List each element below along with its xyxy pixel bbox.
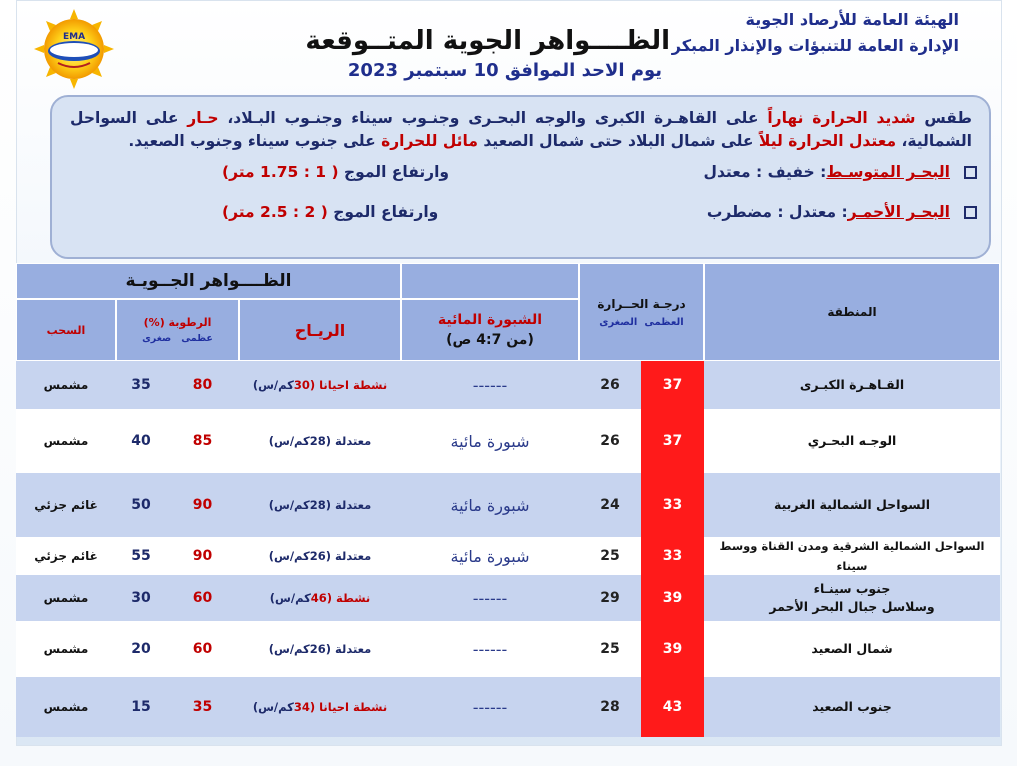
wind-unit: كم/س) bbox=[268, 498, 310, 512]
wind-unit: كم/س) bbox=[268, 549, 310, 563]
wind-speed: 28 bbox=[309, 434, 326, 448]
cell-region: الوجـه البحـري bbox=[704, 409, 1000, 473]
summary-part: على جنوب سيناء وجنوب الصعيد. bbox=[128, 132, 382, 150]
cell-temp-min: 25 bbox=[579, 537, 641, 575]
wind-speed: 46 bbox=[310, 591, 327, 605]
cell-humidity-min: 50 bbox=[116, 473, 166, 537]
wave-height-mediterranean bbox=[222, 163, 449, 181]
cell-wind bbox=[239, 409, 401, 473]
header-fog-time: (من 4:7 ص) bbox=[446, 332, 534, 348]
cell-fog: شبورة مائية bbox=[401, 537, 579, 575]
department-name: الإدارة العامة للتنبؤات والإنذار المبكر bbox=[671, 36, 959, 55]
cell-temp-max: 43 bbox=[641, 677, 704, 737]
summary-part: على شمال البلاد حتى شمال الصعيد bbox=[477, 132, 759, 150]
wave-label: وارتفاع الموج bbox=[343, 163, 450, 181]
cell-region: السواحل الشمالية الغربية bbox=[704, 473, 1000, 537]
header-hum-max: عظمى bbox=[181, 333, 213, 344]
cell-clouds: مشمس bbox=[16, 677, 116, 737]
ema-logo bbox=[30, 8, 118, 90]
region-line: جنوب سينـاء bbox=[813, 581, 891, 596]
summary-highlight: حـار bbox=[187, 109, 219, 127]
cell-clouds: غائم جزئي bbox=[16, 537, 116, 575]
cell-temp-max: 39 bbox=[641, 621, 704, 677]
summary-highlight: شديد الحرارة نهاراً bbox=[767, 109, 916, 127]
wind-desc: معتدلة ( bbox=[325, 498, 372, 512]
cell-fog: ------ bbox=[401, 677, 579, 737]
wind-speed: 30 bbox=[293, 378, 310, 392]
cell-temp-min: 24 bbox=[579, 473, 641, 537]
summary-highlight: مائل للحرارة bbox=[381, 132, 478, 150]
header-temp-max: العظمى bbox=[644, 316, 684, 328]
checkbox-icon bbox=[964, 166, 977, 179]
summary-highlight: معتدل الحرارة ليلاً bbox=[758, 132, 897, 150]
cell-humidity-min: 35 bbox=[116, 361, 166, 409]
header-temperature bbox=[579, 263, 704, 361]
header-hum-min: صغرى bbox=[142, 333, 172, 344]
wind-desc: نشطة احيانا ( bbox=[309, 378, 388, 392]
sea-state-red-sea bbox=[707, 203, 977, 221]
header-region: المنطقة bbox=[704, 263, 1000, 361]
cell-clouds: غائم جزئي bbox=[16, 473, 116, 537]
cell-humidity-max: 90 bbox=[166, 537, 239, 575]
wind-desc: معتدلة ( bbox=[325, 549, 372, 563]
cell-humidity-min: 15 bbox=[116, 677, 166, 737]
cell-clouds: مشمس bbox=[16, 361, 116, 409]
header-fog-label: الشبورة المائية bbox=[437, 312, 543, 328]
header-wind: الريـاح bbox=[239, 299, 401, 361]
forecast-table bbox=[16, 263, 1000, 745]
cell-region: القـاهـرة الكبـرى bbox=[704, 361, 1000, 409]
cell-humidity-max: 35 bbox=[166, 677, 239, 737]
forecast-summary-text bbox=[70, 107, 972, 153]
wave-value: ( 2 : 2.5 متر) bbox=[222, 203, 328, 221]
sea-state: : خفيف : معتدل bbox=[703, 163, 827, 181]
wind-desc: نشطة احيانا ( bbox=[309, 700, 388, 714]
cell-temp-max: 33 bbox=[641, 473, 704, 537]
wind-speed: 34 bbox=[293, 700, 310, 714]
sea-name: البحـر المتوسـط bbox=[826, 163, 950, 181]
cell-temp-min: 28 bbox=[579, 677, 641, 737]
summary-part: على السواحل الشمالية، bbox=[70, 109, 972, 150]
cell-clouds: مشمس bbox=[16, 575, 116, 621]
cell-wind bbox=[239, 361, 401, 409]
header-temp-sub bbox=[599, 317, 683, 328]
sea-state-mediterranean bbox=[704, 163, 977, 181]
cell-region: السواحل الشمالية الشرقية ومدن القناة ووسط سيناء bbox=[704, 537, 1000, 575]
cell-humidity-max: 60 bbox=[166, 575, 239, 621]
cell-fog: ------ bbox=[401, 621, 579, 677]
organization-name: الهيئة العامة للأرصاد الجوية bbox=[745, 10, 959, 29]
sea-state: : معتدل : مضطرب bbox=[706, 203, 848, 221]
wind-unit: كم/س) bbox=[252, 378, 294, 392]
cell-wind bbox=[239, 537, 401, 575]
bulletin-title: الظــــواهر الجوية المتــوقعة bbox=[305, 26, 670, 56]
cell-region: شمال الصعيد bbox=[704, 621, 1000, 677]
cell-temp-max: 39 bbox=[641, 575, 704, 621]
cell-clouds: مشمس bbox=[16, 621, 116, 677]
wind-desc: نشطة ( bbox=[326, 591, 371, 605]
sea-name: البحـر الأحمـر bbox=[847, 203, 950, 221]
cell-temp-max: 37 bbox=[641, 361, 704, 409]
cell-wind bbox=[239, 621, 401, 677]
wind-desc: معتدلة ( bbox=[325, 434, 372, 448]
header-phenomena: الظــــواهر الجــويـة bbox=[16, 263, 401, 299]
cell-wind bbox=[239, 677, 401, 737]
wind-unit: كم/س) bbox=[269, 591, 311, 605]
cell-temp-min: 29 bbox=[579, 575, 641, 621]
summary-part: على القاهـرة الكبرى والوجه البحـرى وجنـوب سيناء وجنـوب البـلاد، bbox=[218, 109, 768, 127]
cell-temp-min: 26 bbox=[579, 409, 641, 473]
wind-desc: معتدلة ( bbox=[325, 642, 372, 656]
wind-unit: كم/س) bbox=[268, 642, 310, 656]
header-temp-min: الصغرى bbox=[599, 316, 638, 328]
cell-wind bbox=[239, 473, 401, 537]
forecast-summary-box bbox=[50, 95, 991, 259]
wind-speed: 26 bbox=[309, 549, 326, 563]
cell-humidity-max: 80 bbox=[166, 361, 239, 409]
cell-fog: ------ bbox=[401, 575, 579, 621]
cell-humidity-min: 55 bbox=[116, 537, 166, 575]
cell-fog: شبورة مائية bbox=[401, 473, 579, 537]
cell-humidity-max: 85 bbox=[166, 409, 239, 473]
header-humidity-label: الرطوبة (%) bbox=[143, 316, 212, 329]
cell-temp-max: 37 bbox=[641, 409, 704, 473]
wind-speed: 28 bbox=[309, 498, 326, 512]
cell-humidity-max: 60 bbox=[166, 621, 239, 677]
header-clouds: السحب bbox=[16, 299, 116, 361]
header-humidity-sub bbox=[142, 333, 213, 344]
cell-region: جنوب الصعيد bbox=[704, 677, 1000, 737]
region-line: وسلاسل جبال البحر الأحمر bbox=[769, 599, 935, 614]
checkbox-icon bbox=[964, 206, 977, 219]
cell-temp-min: 25 bbox=[579, 621, 641, 677]
summary-part: طقس bbox=[915, 109, 973, 127]
cell-clouds: مشمس bbox=[16, 409, 116, 473]
wind-unit: كم/س) bbox=[268, 434, 310, 448]
header-blank bbox=[401, 263, 579, 299]
cell-temp-max: 33 bbox=[641, 537, 704, 575]
wave-value: ( 1 : 1.75 متر) bbox=[222, 163, 339, 181]
cell-humidity-max: 90 bbox=[166, 473, 239, 537]
cell-temp-min: 26 bbox=[579, 361, 641, 409]
cell-humidity-min: 40 bbox=[116, 409, 166, 473]
cell-humidity-min: 20 bbox=[116, 621, 166, 677]
wind-speed: 26 bbox=[309, 642, 326, 656]
header-temperature-label: درجـة الحــرارة bbox=[597, 296, 686, 311]
cell-fog: شبورة مائية bbox=[401, 409, 579, 473]
wind-unit: كم/س) bbox=[252, 700, 294, 714]
wave-label: وارتفاع الموج bbox=[333, 203, 439, 221]
bulletin-date: يوم الاحد الموافق 10 سبتمبر 2023 bbox=[347, 60, 663, 81]
cell-humidity-min: 30 bbox=[116, 575, 166, 621]
logo-text: EMA bbox=[62, 32, 86, 42]
cell-fog: ------ bbox=[401, 361, 579, 409]
wave-height-red-sea bbox=[222, 203, 438, 221]
header-humidity bbox=[116, 299, 239, 361]
cell-region bbox=[704, 575, 1000, 621]
cell-wind bbox=[239, 575, 401, 621]
header-fog bbox=[401, 299, 579, 361]
